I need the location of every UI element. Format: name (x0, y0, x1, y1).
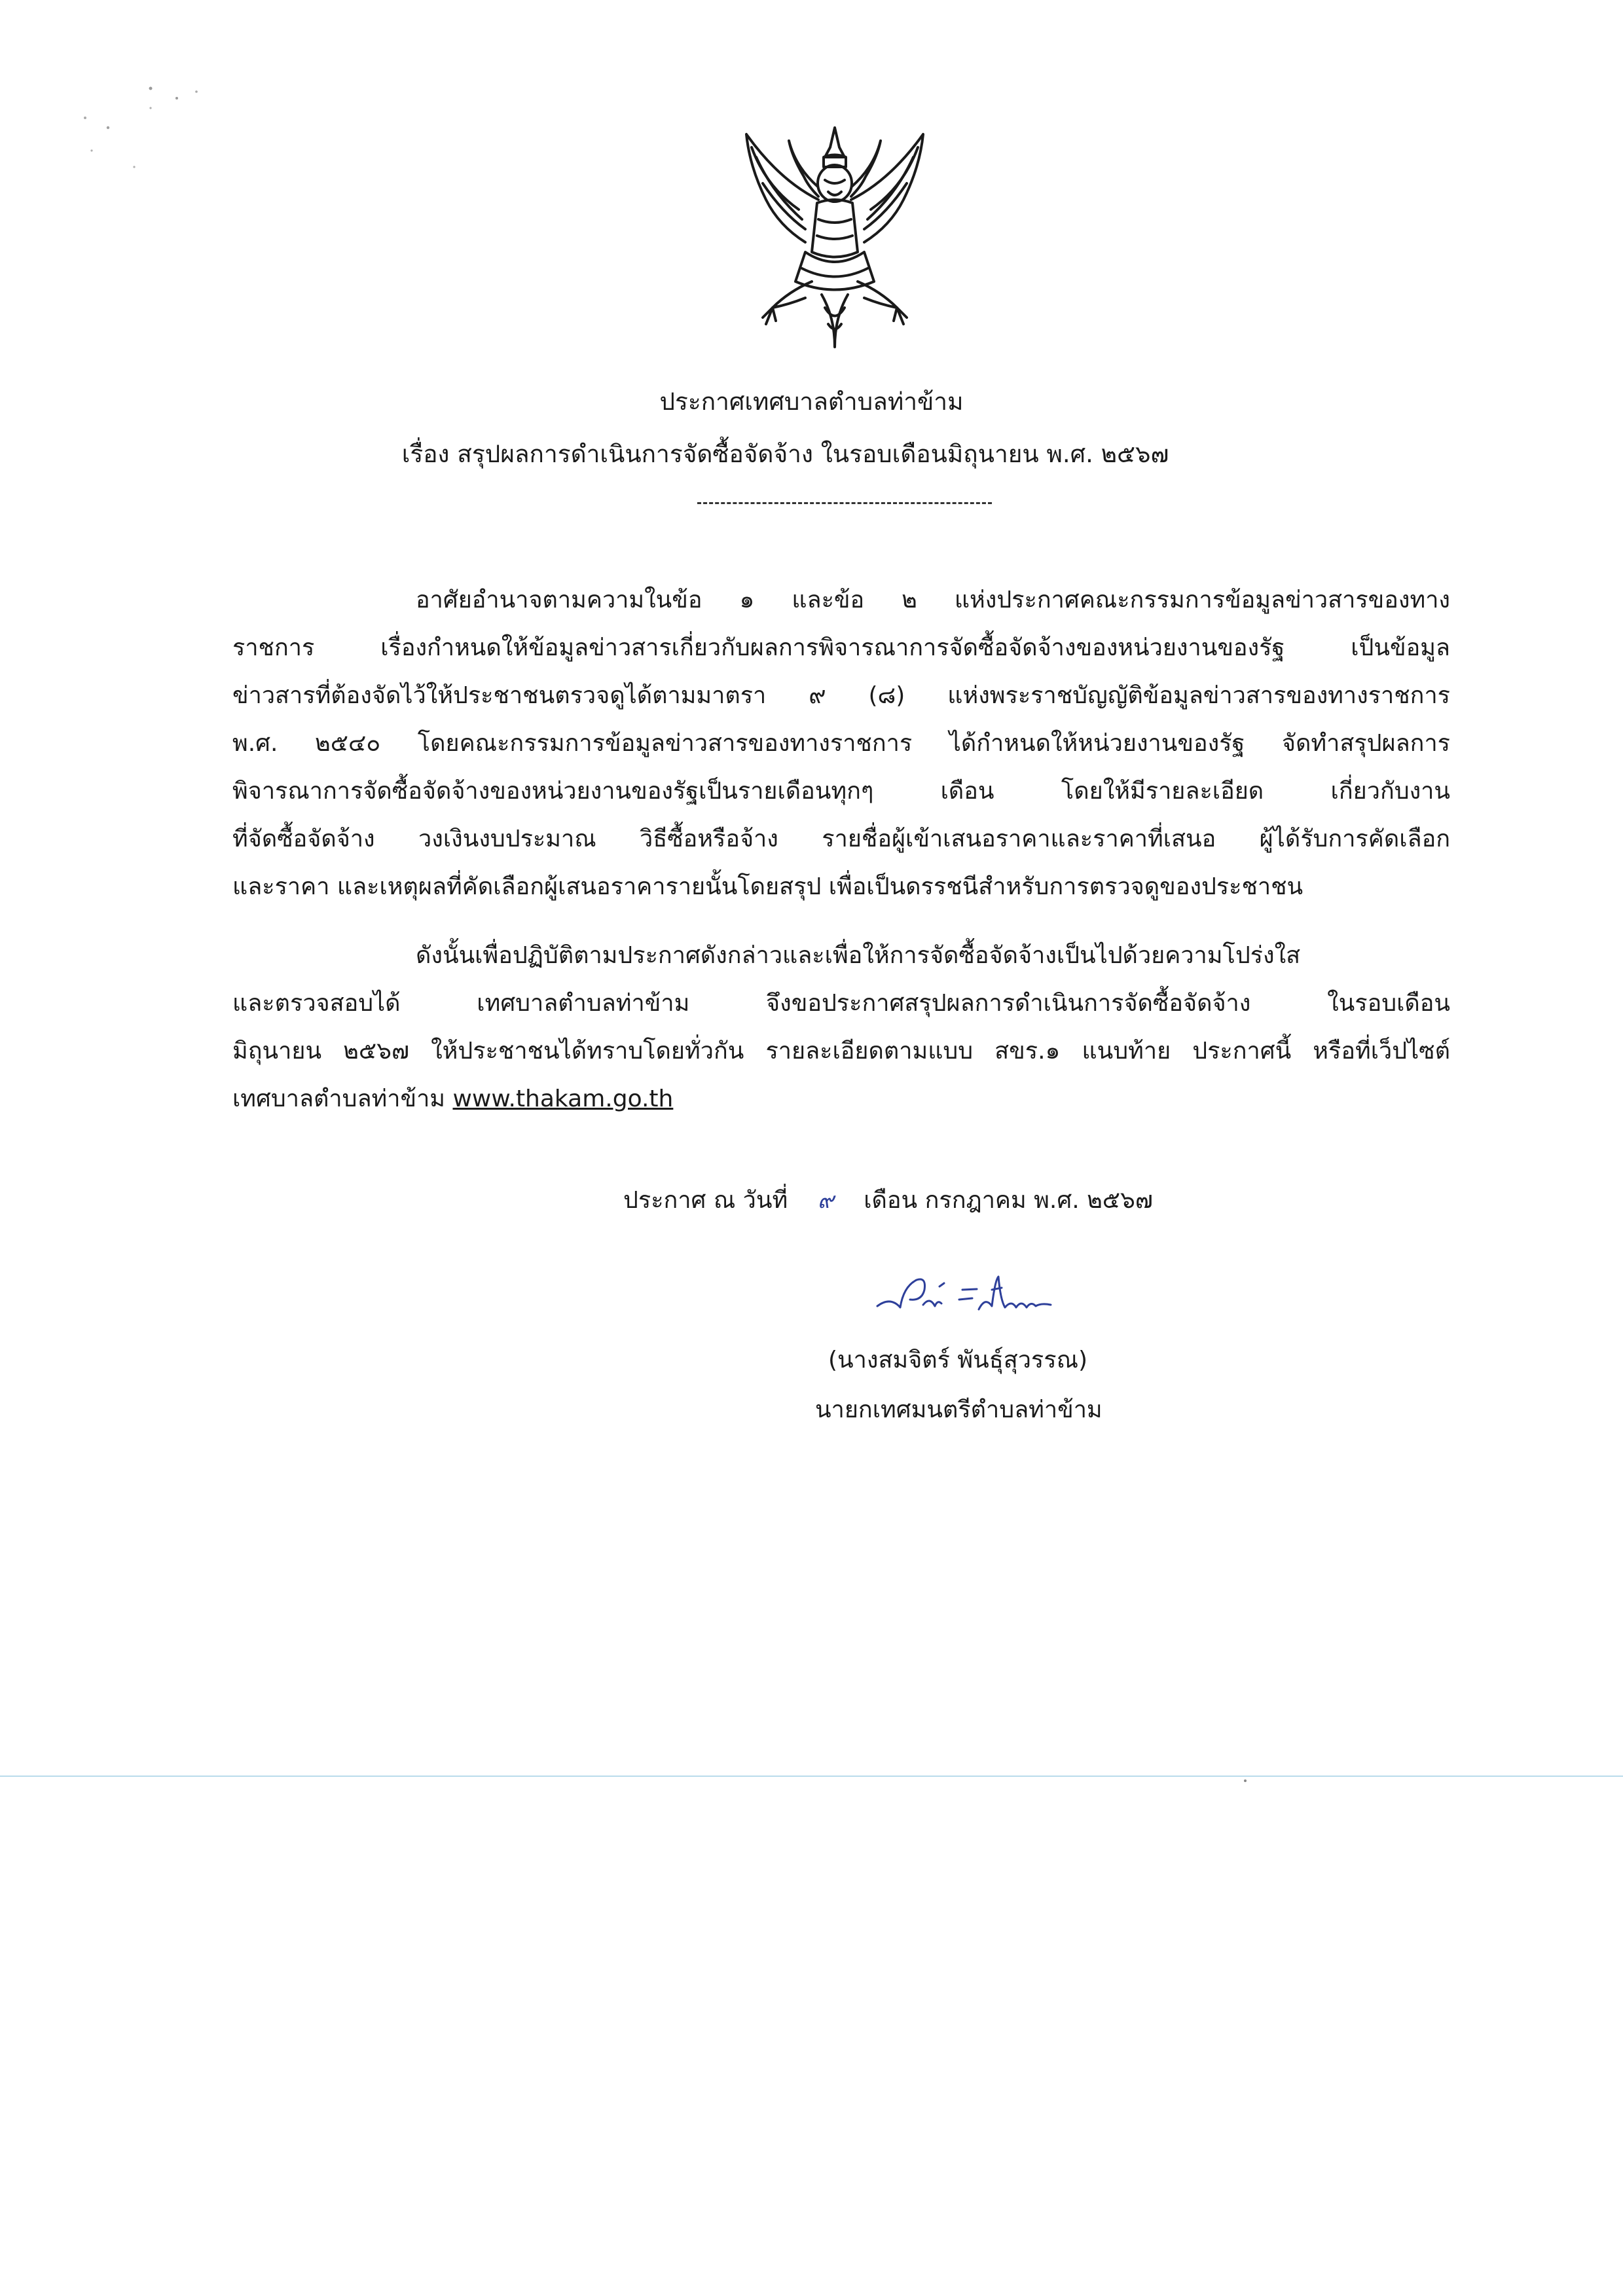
paragraph-last-prefix: เทศบาลตำบลท่าข้าม (232, 1085, 453, 1112)
announcement-date (623, 1184, 1153, 1218)
date-prefix: ประกาศ ณ วันที่ (623, 1187, 788, 1214)
paragraph-line: ราชการ เรื่องกำหนดให้ข้อมูลข่าวสารเกี่ยวกับผลการพิจารณาการจัดซื้อจัดจ้างของหน่วยงานของรัฐ เป็นข้อมูล (232, 634, 1450, 661)
announcement-title: ประกาศเทศบาลตำบลท่าข้าม (659, 388, 964, 416)
paragraph-line: ดังนั้นเพื่อปฏิบัติตามประกาศดังกล่าวและเพื่อให้การจัดซื้อจัดจ้างเป็นไปด้วยความโปร่งใส (416, 942, 1301, 969)
paragraph-line: ข่าวสารที่ต้องจัดไว้ให้ประชาชนตรวจดูได้ตามมาตรา ๙ (๘) แห่งพระราชบัญญัติข้อมูลข่าวสารของทางราชการ (232, 682, 1450, 709)
scan-specks (72, 79, 229, 183)
signatory-position: นายกเทศมนตรีตำบลท่าข้าม (815, 1396, 1103, 1423)
website-link[interactable]: www.thakam.go.th (452, 1085, 674, 1112)
paragraph-line-last (232, 1075, 1450, 1123)
paragraph-announcement (232, 932, 1450, 1123)
paragraph-line: มิถุนายน ๒๕๖๗ ให้ประชาชนได้ทราบโดยทั่วกัน รายละเอียดตามแบบ สขร.๑ แนบท้าย ประกาศนี้ หรือที่เว็ปไซต์ (232, 1038, 1450, 1065)
title-divider (697, 502, 992, 504)
scan-edge-line (0, 1776, 1623, 1777)
paragraph-line: ที่จัดซื้อจัดจ้าง วงเงินงบประมาณ วิธีซื้อหรือจ้าง รายชื่อผู้เข้าเสนอราคาและราคาที่เสนอ ผู้ได้รับการคัดเลือก (232, 826, 1450, 852)
garuda-emblem-icon (727, 121, 943, 357)
paragraph-line: พ.ศ. ๒๕๔๐ โดยคณะกรรมการข้อมูลข่าวสารของทางราชการ ได้กำหนดให้หน่วยงานของรัฐ จัดทำสรุปผลการ (232, 730, 1450, 757)
paragraph-line: และตรวจสอบได้ เทศบาลตำบลท่าข้าม จึงขอประกาศสรุปผลการดำเนินการจัดซื้อจัดจ้าง ในรอบเดือน (232, 990, 1450, 1017)
announcement-subject: เรื่อง สรุปผลการดำเนินการจัดซื้อจัดจ้าง ในรอบเดือนมิถุนายน พ.ศ. ๒๕๖๗ (401, 440, 1169, 468)
signatory-name: (นางสมจิตร์ พันธุ์สุวรรณ) (828, 1347, 1088, 1374)
handwritten-day: ๙ (817, 1188, 834, 1214)
date-suffix: เดือน กรกฎาคม พ.ศ. ๒๕๖๗ (864, 1187, 1153, 1214)
scan-mark (1244, 1779, 1247, 1782)
paragraph-line: อาศัยอำนาจตามความในข้อ ๑ และข้อ ๒ แห่งประกาศคณะกรรมการข้อมูลข่าวสารของทาง (416, 587, 1450, 613)
paragraph-line: พิจารณาการจัดซื้อจัดจ้างของหน่วยงานของรัฐเป็นรายเดือนทุกๆ เดือน โดยให้มีรายละเอียด เกี่ยวกับงาน (232, 778, 1450, 805)
paragraph-authority (232, 576, 1450, 911)
handwritten-signature (864, 1260, 1087, 1332)
paragraph-line: และราคา และเหตุผลที่คัดเลือกผู้เสนอราคารายนั้นโดยสรุป เพื่อเป็นดรรชนีสำหรับการตรวจดูของประชาชน (232, 873, 1304, 900)
